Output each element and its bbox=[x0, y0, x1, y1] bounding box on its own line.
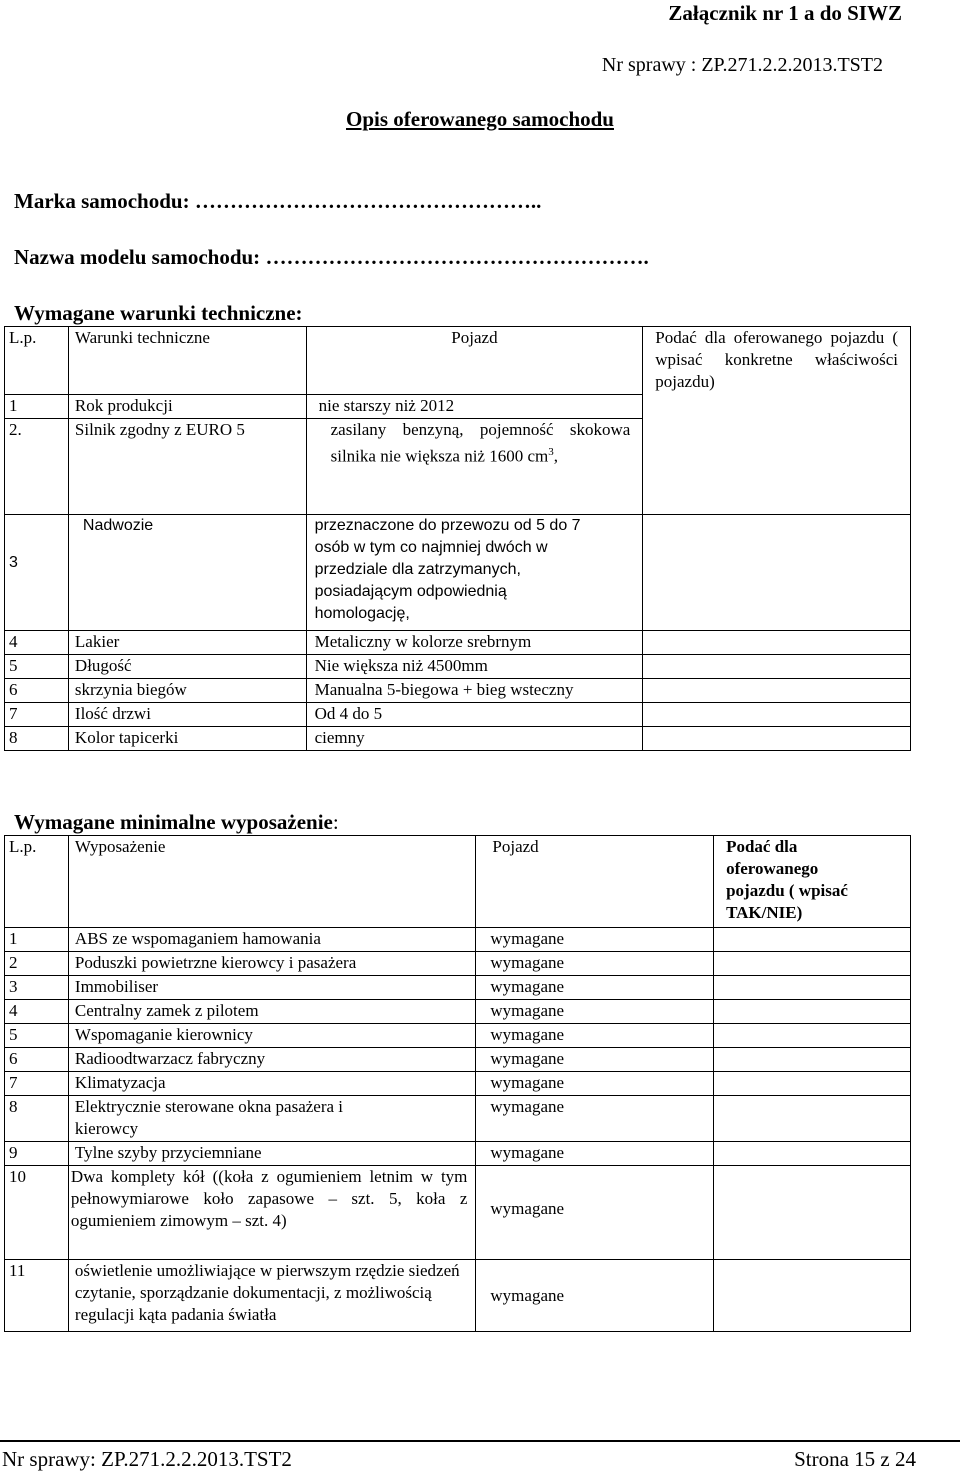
table-row bbox=[5, 1048, 911, 1072]
brand-value: ………………………………………….. bbox=[194, 189, 542, 213]
tech-table bbox=[4, 326, 911, 751]
header-vehicle: Pojazd bbox=[306, 327, 643, 395]
row-requirement: Nie większa niż 4500mm bbox=[306, 655, 643, 679]
row-lp: 6 bbox=[5, 679, 69, 703]
row-name: Elektrycznie sterowane okna pasażera i kierowcy bbox=[68, 1096, 475, 1142]
header-lp: L.p. bbox=[5, 327, 69, 395]
row-name: Dwa komplety kół ((koła z ogumieniem letnim w tym pełnowymiarowe koło zapasowe – szt. 5, koła z ogumieniem zimowym – szt. 4) bbox=[68, 1166, 475, 1260]
annex-label: Załącznik nr 1 a do SIWZ bbox=[668, 1, 902, 25]
requirement-text: zasilany benzyną, pojemność skokowa silnika nie większa niż 1600 cm bbox=[330, 420, 631, 466]
header-offer: Podać dla oferowanego pojazdu ( wpisać TAK/NIE) bbox=[714, 836, 911, 928]
row-offer-cell[interactable] bbox=[714, 1048, 911, 1072]
row-lp: 4 bbox=[5, 1000, 69, 1024]
row-lp: 2. bbox=[5, 419, 69, 515]
table-row bbox=[5, 976, 911, 1000]
table-row bbox=[5, 928, 911, 952]
table-row bbox=[5, 703, 911, 727]
row-requirement: wymagane bbox=[476, 1048, 714, 1072]
table-row bbox=[5, 631, 911, 655]
table-row bbox=[5, 952, 911, 976]
row-lp: 1 bbox=[5, 928, 69, 952]
row-lp: 2 bbox=[5, 952, 69, 976]
row-offer-cell[interactable] bbox=[643, 515, 911, 631]
table-row bbox=[5, 515, 911, 631]
row-offer-cell[interactable] bbox=[643, 727, 911, 751]
row-offer-cell[interactable] bbox=[714, 1260, 911, 1332]
document-title: Opis oferowanego samochodu bbox=[346, 107, 614, 131]
row-offer-cell[interactable] bbox=[714, 952, 911, 976]
row-name: Immobiliser bbox=[68, 976, 475, 1000]
row-requirement: wymagane bbox=[476, 1072, 714, 1096]
row-name: Długość bbox=[68, 655, 306, 679]
row-lp: 3 bbox=[5, 515, 69, 631]
row-lp: 8 bbox=[5, 1096, 69, 1142]
row-lp: 8 bbox=[5, 727, 69, 751]
table-row bbox=[5, 1142, 911, 1166]
row-requirement: nie starszy niż 2012 bbox=[306, 395, 643, 419]
row-offer-cell[interactable] bbox=[643, 679, 911, 703]
table-header-row bbox=[5, 327, 911, 395]
row-lp: 7 bbox=[5, 703, 69, 727]
row-requirement: ciemny bbox=[306, 727, 643, 751]
row-offer-cell[interactable] bbox=[643, 655, 911, 679]
row-lp: 9 bbox=[5, 1142, 69, 1166]
row-requirement bbox=[306, 419, 643, 515]
equip-heading-tail: : bbox=[332, 810, 339, 834]
footer-page-number: Strona 15 z 24 bbox=[794, 1447, 916, 1471]
row-offer-cell[interactable] bbox=[714, 1024, 911, 1048]
table-row bbox=[5, 1000, 911, 1024]
row-offer-cell[interactable] bbox=[714, 976, 911, 1000]
row-lp: 10 bbox=[5, 1166, 69, 1260]
row-offer-cell[interactable] bbox=[714, 1000, 911, 1024]
tech-heading: Wymagane warunki techniczne: bbox=[14, 301, 303, 325]
table-row bbox=[5, 727, 911, 751]
table-row bbox=[5, 1260, 911, 1332]
row-requirement: wymagane bbox=[476, 1166, 714, 1260]
brand-field bbox=[14, 188, 541, 214]
header-equipment: Wyposażenie bbox=[68, 836, 475, 928]
row-lp: 6 bbox=[5, 1048, 69, 1072]
row-offer-cell[interactable] bbox=[714, 1142, 911, 1166]
table-row bbox=[5, 1024, 911, 1048]
table-row bbox=[5, 1072, 911, 1096]
row-name: Tylne szyby przyciemniane bbox=[68, 1142, 475, 1166]
row-requirement: wymagane bbox=[476, 1024, 714, 1048]
row-name: Nadwozie bbox=[68, 515, 306, 631]
row-name: Klimatyzacja bbox=[68, 1072, 475, 1096]
table-row bbox=[5, 1096, 911, 1142]
row-name: Rok produkcji bbox=[68, 395, 306, 419]
row-name: Silnik zgodny z EURO 5 bbox=[68, 419, 306, 515]
row-lp: 1 bbox=[5, 395, 69, 419]
header-vehicle: Pojazd bbox=[476, 836, 714, 928]
row-offer-cell[interactable] bbox=[643, 631, 911, 655]
row-lp: 5 bbox=[5, 1024, 69, 1048]
row-offer-cell[interactable] bbox=[643, 703, 911, 727]
equip-heading-text: Wymagane minimalne wyposażenie bbox=[14, 810, 333, 834]
table-row bbox=[5, 679, 911, 703]
row-offer-cell[interactable] bbox=[714, 1166, 911, 1260]
row-name: skrzynia biegów bbox=[68, 679, 306, 703]
row-name: Poduszki powietrzne kierowcy i pasażera bbox=[68, 952, 475, 976]
table-header-row bbox=[5, 836, 911, 928]
row-offer-cell[interactable] bbox=[714, 928, 911, 952]
row-name: Ilość drzwi bbox=[68, 703, 306, 727]
row-requirement: Metaliczny w kolorze srebrnym bbox=[306, 631, 643, 655]
row-lp: 5 bbox=[5, 655, 69, 679]
model-value: ………………………………………………. bbox=[265, 245, 649, 269]
row-lp: 4 bbox=[5, 631, 69, 655]
brand-label: Marka samochodu: bbox=[14, 189, 190, 213]
equip-table bbox=[4, 835, 911, 1332]
case-number: Nr sprawy : ZP.271.2.2.2013.TST2 bbox=[601, 54, 883, 76]
row-requirement: wymagane bbox=[476, 1096, 714, 1142]
row-requirement: wymagane bbox=[476, 928, 714, 952]
row-requirement: Od 4 do 5 bbox=[306, 703, 643, 727]
superscript: 3 bbox=[548, 446, 554, 458]
row-lp: 11 bbox=[5, 1260, 69, 1332]
requirement-tail: , bbox=[553, 446, 558, 466]
table-row bbox=[5, 655, 911, 679]
row-requirement: wymagane bbox=[476, 1142, 714, 1166]
row-lp: 3 bbox=[5, 976, 69, 1000]
header-conditions: Warunki techniczne bbox=[68, 327, 306, 395]
header-lp: L.p. bbox=[5, 836, 69, 928]
row-name: Lakier bbox=[68, 631, 306, 655]
table-row bbox=[5, 1166, 911, 1260]
row-requirement: wymagane bbox=[476, 1000, 714, 1024]
model-label: Nazwa modelu samochodu: bbox=[14, 245, 261, 269]
row-name: Wspomaganie kierownicy bbox=[68, 1024, 475, 1048]
equip-heading bbox=[14, 809, 339, 835]
row-name: oświetlenie umożliwiające w pierwszym rzędzie siedzeń czytanie, sporządzanie dokumentacji, z możliwością regulacji kąta padania światła bbox=[68, 1260, 475, 1332]
row-requirement: Manualna 5-biegowa + bieg wsteczny bbox=[306, 679, 643, 703]
model-field bbox=[14, 244, 649, 270]
row-name: Kolor tapicerki bbox=[68, 727, 306, 751]
row-name: Radioodtwarzacz fabryczny bbox=[68, 1048, 475, 1072]
row-lp: 7 bbox=[5, 1072, 69, 1096]
row-requirement: wymagane bbox=[476, 1260, 714, 1332]
row-requirement: przeznaczone do przewozu od 5 do 7 osób w tym co najmniej dwóch w przedziale dla zatrzymanych, posiadającym odpowiednią homologację, bbox=[306, 515, 643, 631]
header-offer: Podać dla oferowanego pojazdu ( wpisać konkretne właściwości pojazdu) bbox=[643, 327, 911, 515]
footer-case-number: Nr sprawy: ZP.271.2.2.2013.TST2 bbox=[2, 1447, 292, 1471]
row-name: ABS ze wspomaganiem hamowania bbox=[68, 928, 475, 952]
row-requirement: wymagane bbox=[476, 976, 714, 1000]
row-offer-cell[interactable] bbox=[714, 1096, 911, 1142]
row-requirement: wymagane bbox=[476, 952, 714, 976]
row-name: Centralny zamek z pilotem bbox=[68, 1000, 475, 1024]
row-offer-cell[interactable] bbox=[714, 1072, 911, 1096]
